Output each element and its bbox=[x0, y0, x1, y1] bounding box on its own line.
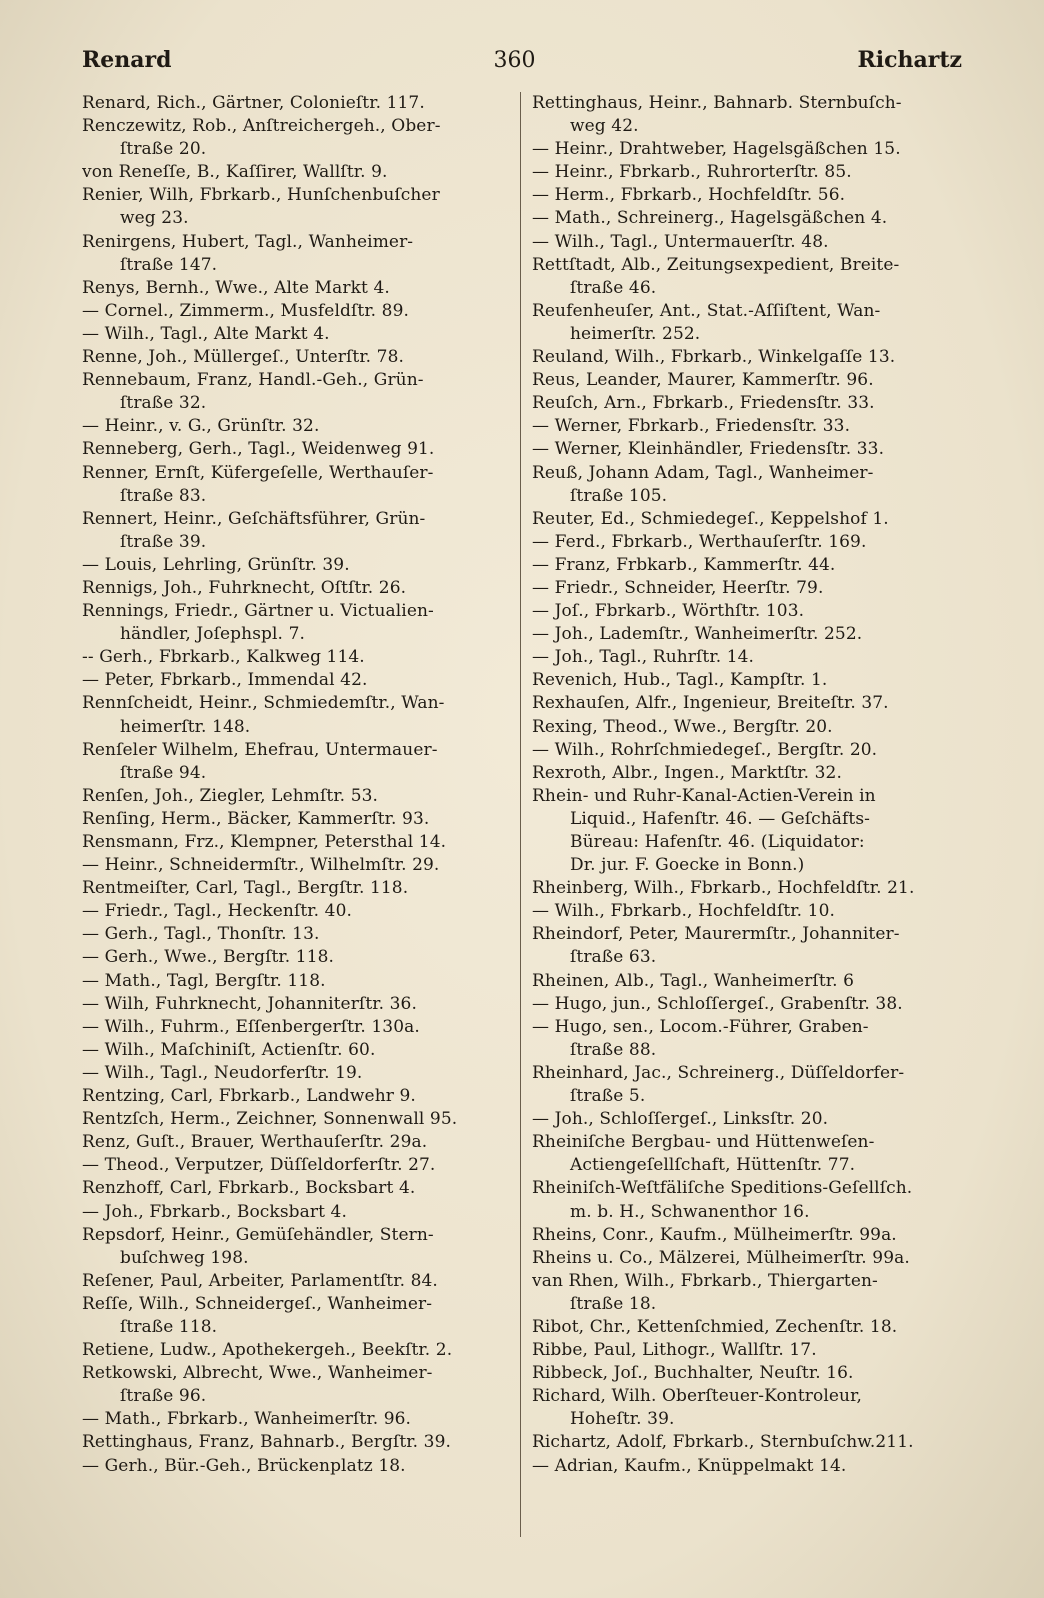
directory-entry bbox=[532, 600, 964, 623]
entry-continuation: heimerſtr. 252. bbox=[570, 323, 701, 344]
entry-continuation: ſtraße 105. bbox=[570, 485, 668, 506]
directory-entry bbox=[82, 900, 514, 923]
entry-line: — Wilh., Maſchiniſt, Actienſtr. 60. bbox=[82, 1039, 376, 1060]
entry-line: Renne, Joh., Müllergeſ., Unterſtr. 78. bbox=[82, 347, 405, 368]
entry-continuation: ſtraße 88. bbox=[570, 1039, 657, 1060]
directory-entry bbox=[82, 369, 514, 415]
directory-entry bbox=[82, 946, 514, 969]
directory-entry bbox=[82, 1016, 514, 1039]
entry-line: Renczewitz, Rob., Anſtreichergeh., Ober- bbox=[82, 116, 441, 137]
directory-entry bbox=[82, 669, 514, 692]
entry-line: — Wilh., Tagl., Untermauerſtr. 48. bbox=[532, 231, 829, 252]
directory-entry bbox=[532, 184, 964, 207]
directory-entry bbox=[532, 785, 964, 877]
directory-entry bbox=[82, 554, 514, 577]
directory-entry bbox=[532, 1108, 964, 1131]
entry-line: — Wilh., Rohrſchmiedegeſ., Bergſtr. 20. bbox=[532, 739, 878, 760]
directory-entry bbox=[82, 877, 514, 900]
entry-line: — Cornel., Zimmerm., Musfeldſtr. 89. bbox=[82, 300, 410, 321]
entry-line: — Math., Schreinerg., Hagelsgäßchen 4. bbox=[532, 208, 888, 229]
entry-line: Retkowski, Albrecht, Wwe., Wanheimer- bbox=[82, 1363, 433, 1384]
directory-entry bbox=[82, 739, 514, 785]
entry-line: Renſen, Joh., Ziegler, Lehmſtr. 53. bbox=[82, 785, 379, 806]
entry-line: Reuſch, Arn., Fbrkarb., Friedensſtr. 33. bbox=[532, 393, 875, 414]
entry-line: — Gerh., Bür.-Geh., Brückenplatz 18. bbox=[82, 1455, 406, 1476]
directory-entry bbox=[532, 1131, 964, 1177]
directory-entry bbox=[82, 1154, 514, 1177]
entry-continuation: heimerſtr. 148. bbox=[120, 716, 251, 737]
entry-line: Renſeler Wilhelm, Ehefrau, Untermauer- bbox=[82, 739, 438, 760]
entry-line: — Werner, Kleinhändler, Friedensſtr. 33. bbox=[532, 439, 885, 460]
entry-continuation: ſtraße 96. bbox=[120, 1386, 207, 1407]
directory-entry bbox=[532, 1270, 964, 1316]
directory-entry bbox=[532, 716, 964, 739]
directory-entry bbox=[532, 207, 964, 230]
directory-entry bbox=[532, 138, 964, 161]
entry-line: — Friedr., Tagl., Heckenſtr. 40. bbox=[82, 901, 353, 922]
directory-entry bbox=[532, 877, 964, 900]
directory-entry bbox=[82, 854, 514, 877]
entry-continuation: händler, Joſephspl. 7. bbox=[120, 624, 305, 645]
entry-line: — Hugo, sen., Locom.-Führer, Graben- bbox=[532, 1016, 869, 1037]
entry-line: — Werner, Fbrkarb., Friedensſtr. 33. bbox=[532, 416, 851, 437]
entry-continuation: ſtraße 46. bbox=[570, 277, 657, 298]
entry-line: Reuland, Wilh., Fbrkarb., Winkelgaſſe 13. bbox=[532, 347, 896, 368]
directory-entry bbox=[82, 831, 514, 854]
left-column bbox=[82, 92, 514, 1478]
directory-entry bbox=[82, 323, 514, 346]
entry-line: Rheindorf, Peter, Maurermſtr., Johanniter- bbox=[532, 924, 900, 945]
entry-line: — Louis, Lehrling, Grünſtr. 39. bbox=[82, 554, 350, 575]
directory-entry bbox=[82, 92, 514, 115]
directory-entry bbox=[532, 623, 964, 646]
entry-line: Reſener, Paul, Arbeiter, Parlamentſtr. 84. bbox=[82, 1270, 438, 1291]
directory-entry bbox=[532, 577, 964, 600]
directory-entry bbox=[532, 993, 964, 1016]
entry-line: Rhein- und Ruhr-Kanal-Actien-Verein in bbox=[532, 785, 876, 806]
entry-line: — Heinr., Fbrkarb., Ruhrorterſtr. 85. bbox=[532, 162, 852, 183]
directory-entry bbox=[82, 438, 514, 461]
entry-line: Rettinghaus, Franz, Bahnarb., Bergſtr. 39. bbox=[82, 1432, 451, 1453]
directory-entry bbox=[82, 1293, 514, 1339]
directory-entry bbox=[532, 1362, 964, 1385]
directory-entry bbox=[82, 415, 514, 438]
directory-entry bbox=[532, 1016, 964, 1062]
entry-line: — Herm., Fbrkarb., Hochfeldſtr. 56. bbox=[532, 185, 846, 206]
entry-continuation: m. b. H., Schwanenthor 16. bbox=[570, 1201, 810, 1222]
entry-line: Reus, Leander, Maurer, Kammerſtr. 96. bbox=[532, 370, 874, 391]
directory-entry bbox=[532, 92, 964, 138]
directory-entry bbox=[82, 231, 514, 277]
directory-entry bbox=[532, 646, 964, 669]
entry-line: — Joh., Schloſſergeſ., Linksſtr. 20. bbox=[532, 1109, 829, 1130]
directory-entry bbox=[82, 1201, 514, 1224]
right-column bbox=[532, 92, 964, 1478]
directory-entry bbox=[82, 161, 514, 184]
entry-line: Ribbeck, Joſ., Buchhalter, Neuſtr. 16. bbox=[532, 1363, 854, 1384]
directory-entry bbox=[82, 1108, 514, 1131]
directory-entry bbox=[532, 900, 964, 923]
directory-entry bbox=[532, 161, 964, 184]
entry-line: — Gerh., Tagl., Thonſtr. 13. bbox=[82, 924, 320, 945]
directory-entry bbox=[532, 1062, 964, 1108]
directory-entry bbox=[532, 415, 964, 438]
entry-line: Reuter, Ed., Schmiedegeſ., Keppelshof 1. bbox=[532, 508, 889, 529]
directory-entry bbox=[82, 1408, 514, 1431]
entry-continuation: ſtraße 118. bbox=[120, 1316, 218, 1337]
entry-line: — Wilh., Fuhrm., Eſſenbergerſtr. 130a. bbox=[82, 1016, 420, 1037]
entry-line: Rennſcheidt, Heinr., Schmiedemſtr., Wan- bbox=[82, 693, 445, 714]
entry-line: Rheiniſch-Weſtfäliſche Speditions-Geſellſch. bbox=[532, 1178, 913, 1199]
directory-entry bbox=[82, 785, 514, 808]
entry-line: Rexhauſen, Alfr., Ingenieur, Breiteſtr. 37. bbox=[532, 693, 889, 714]
directory-entry bbox=[82, 1177, 514, 1200]
entry-continuation: weg 23. bbox=[120, 208, 189, 229]
directory-entry bbox=[532, 462, 964, 508]
entry-line: Rentmeiſter, Carl, Tagl., Bergſtr. 118. bbox=[82, 878, 409, 899]
directory-entry bbox=[532, 1177, 964, 1223]
entry-line: Retiene, Ludw., Apothekergeh., Beekſtr. 2. bbox=[82, 1340, 453, 1361]
entry-line: — Wilh., Tagl., Alte Markt 4. bbox=[82, 323, 330, 344]
directory-entry bbox=[82, 1362, 514, 1408]
entry-line: — Theod., Verputzer, Düſſeldorferſtr. 27. bbox=[82, 1155, 436, 1176]
entry-line: Reuß, Johann Adam, Tagl., Wanheimer- bbox=[532, 462, 874, 483]
directory-entry bbox=[82, 1039, 514, 1062]
entry-line: — Adrian, Kaufm., Knüppelmakt 14. bbox=[532, 1455, 847, 1476]
directory-entry bbox=[82, 346, 514, 369]
entry-line: Renner, Ernſt, Küfergeſelle, Werthauſer- bbox=[82, 462, 434, 483]
directory-entry bbox=[532, 1455, 964, 1478]
entry-line: Renz, Guſt., Brauer, Werthauſerſtr. 29a. bbox=[82, 1132, 428, 1153]
entry-continuation: Liquid., Hafenſtr. 46. — Geſchäfts- bbox=[570, 808, 871, 829]
entry-line: Rheinhard, Jac., Schreinerg., Düſſeldorfer- bbox=[532, 1062, 905, 1083]
directory-entry bbox=[532, 1224, 964, 1247]
directory-entry bbox=[532, 1339, 964, 1362]
directory-entry bbox=[532, 231, 964, 254]
entry-continuation: ſtraße 39. bbox=[120, 531, 207, 552]
entry-continuation: Dr. jur. F. Goecke in Bonn.) bbox=[570, 855, 805, 876]
entry-continuation: Büreau: Hafenſtr. 46. (Liquidator: bbox=[570, 832, 865, 852]
entry-line: Richard, Wilh. Oberſteuer-Kontroleur, bbox=[532, 1386, 862, 1407]
page-header bbox=[82, 42, 962, 78]
directory-entry bbox=[532, 508, 964, 531]
directory-entry bbox=[532, 762, 964, 785]
directory-entry bbox=[532, 970, 964, 993]
entry-line: — Wilh., Fbrkarb., Hochfeldſtr. 10. bbox=[532, 901, 836, 922]
entry-line: Ribbe, Paul, Lithogr., Wallſtr. 17. bbox=[532, 1340, 817, 1361]
entry-line: — Friedr., Schneider, Heerſtr. 79. bbox=[532, 577, 824, 598]
directory-entry bbox=[82, 462, 514, 508]
entry-line: Rettſtadt, Alb., Zeitungsexpedient, Breite- bbox=[532, 254, 900, 275]
entry-line: Rheinberg, Wilh., Fbrkarb., Hochfeldſtr. 21. bbox=[532, 878, 915, 899]
directory-entry bbox=[532, 923, 964, 969]
directory-entry bbox=[532, 1385, 964, 1431]
directory-entry bbox=[532, 692, 964, 715]
entry-line: -- Gerh., Fbrkarb., Kalkweg 114. bbox=[82, 647, 365, 668]
entry-line: Rensmann, Frz., Klempner, Petersthal 14. bbox=[82, 832, 447, 852]
directory-entry bbox=[82, 1270, 514, 1293]
entry-line: Rexing, Theod., Wwe., Bergſtr. 20. bbox=[532, 716, 833, 737]
directory-entry bbox=[82, 577, 514, 600]
directory-entry bbox=[82, 646, 514, 669]
entry-line: — Heinr., Drahtweber, Hagelsgäßchen 15. bbox=[532, 139, 901, 160]
entry-line: Rexroth, Albr., Ingen., Marktſtr. 32. bbox=[532, 762, 842, 783]
entry-line: Reſſe, Wilh., Schneidergeſ., Wanheimer- bbox=[82, 1293, 433, 1314]
entry-line: Richartz, Adolf, Fbrkarb., Sternbuſchw.211. bbox=[532, 1432, 914, 1453]
entry-line: Renſing, Herm., Bäcker, Kammerſtr. 93. bbox=[82, 808, 430, 829]
directory-entry bbox=[82, 1085, 514, 1108]
header-left-keyword: Renard bbox=[82, 47, 172, 73]
directory-entry bbox=[532, 438, 964, 461]
directory-entry bbox=[82, 970, 514, 993]
entry-continuation: Hoheſtr. 39. bbox=[570, 1409, 675, 1430]
entry-line: — Math., Tagl, Bergſtr. 118. bbox=[82, 970, 326, 991]
entry-continuation: ſtraße 20. bbox=[120, 139, 207, 160]
entry-line: — Peter, Fbrkarb., Immendal 42. bbox=[82, 670, 368, 691]
entry-line: Rheins u. Co., Mälzerei, Mülheimerſtr. 99a. bbox=[532, 1247, 910, 1268]
entry-continuation: ſtraße 94. bbox=[120, 762, 207, 783]
entry-line: — Joh., Fbrkarb., Bocksbart 4. bbox=[82, 1201, 347, 1222]
entry-line: Rheiniſche Bergbau- und Hüttenweſen- bbox=[532, 1132, 875, 1153]
entry-continuation: buſchweg 198. bbox=[120, 1247, 249, 1268]
directory-entry bbox=[82, 277, 514, 300]
entry-line: — Hugo, jun., Schloſſergeſ., Grabenſtr. 38. bbox=[532, 993, 903, 1014]
directory-entry bbox=[82, 993, 514, 1016]
entry-line: Rentzing, Carl, Fbrkarb., Landwehr 9. bbox=[82, 1086, 416, 1107]
column-divider bbox=[520, 92, 521, 1537]
directory-entry bbox=[82, 508, 514, 554]
entry-line: — Joh., Lademſtr., Wanheimerſtr. 252. bbox=[532, 624, 863, 645]
entry-continuation: ſtraße 5. bbox=[570, 1086, 646, 1107]
directory-entry bbox=[82, 923, 514, 946]
entry-line: Renys, Bernh., Wwe., Alte Markt 4. bbox=[82, 277, 390, 298]
directory-entry bbox=[82, 692, 514, 738]
directory-entry bbox=[532, 300, 964, 346]
entry-line: van Rhen, Wilh., Fbrkarb., Thiergarten- bbox=[532, 1270, 878, 1291]
directory-entry bbox=[82, 1339, 514, 1362]
entry-continuation: weg 42. bbox=[570, 116, 639, 137]
directory-entry bbox=[82, 300, 514, 323]
entry-line: — Heinr., v. G., Grünſtr. 32. bbox=[82, 416, 320, 437]
directory-entry bbox=[532, 1316, 964, 1339]
entry-line: Renzhoff, Carl, Fbrkarb., Bocksbart 4. bbox=[82, 1178, 416, 1199]
entry-line: Renirgens, Hubert, Tagl., Wanheimer- bbox=[82, 231, 414, 252]
entry-line: von Reneſſe, B., Kaſſirer, Wallſtr. 9. bbox=[82, 162, 388, 183]
directory-entry bbox=[532, 554, 964, 577]
entry-line: — Joh., Tagl., Ruhrſtr. 14. bbox=[532, 647, 755, 668]
entry-line: Rheinen, Alb., Tagl., Wanheimerſtr. 6 bbox=[532, 970, 855, 991]
page-number: 360 bbox=[493, 47, 536, 73]
directory-entry bbox=[82, 115, 514, 161]
directory-entry bbox=[82, 1224, 514, 1270]
directory-entry bbox=[532, 346, 964, 369]
directory-entry bbox=[532, 254, 964, 300]
directory-entry bbox=[82, 184, 514, 230]
directory-entry bbox=[82, 600, 514, 646]
directory-entry bbox=[82, 1455, 514, 1478]
entry-line: Rennigs, Joh., Fuhrknecht, Oſtſtr. 26. bbox=[82, 577, 407, 598]
directory-entry bbox=[82, 1131, 514, 1154]
entry-line: Renier, Wilh, Fbrkarb., Hunſchenbuſcher bbox=[82, 185, 440, 206]
entry-continuation: ſtraße 18. bbox=[570, 1293, 657, 1314]
directory-entry bbox=[532, 1247, 964, 1270]
entry-line: Rentzſch, Herm., Zeichner, Sonnenwall 95. bbox=[82, 1109, 458, 1130]
entry-line: — Heinr., Schneidermſtr., Wilhelmſtr. 29. bbox=[82, 855, 440, 876]
entry-continuation: Actiengeſellſchaft, Hüttenſtr. 77. bbox=[570, 1155, 856, 1176]
header-right-keyword: Richartz bbox=[857, 47, 962, 73]
entry-line: — Franz, Frbkarb., Kammerſtr. 44. bbox=[532, 554, 836, 575]
entry-line: — Wilh., Tagl., Neudorferſtr. 19. bbox=[82, 1062, 363, 1083]
entry-continuation: ſtraße 83. bbox=[120, 485, 207, 506]
entry-continuation: ſtraße 147. bbox=[120, 254, 218, 275]
directory-entry bbox=[82, 808, 514, 831]
entry-line: — Math., Fbrkarb., Wanheimerſtr. 96. bbox=[82, 1409, 412, 1430]
directory-entry bbox=[532, 392, 964, 415]
entry-line: Renneberg, Gerh., Tagl., Weidenweg 91. bbox=[82, 439, 435, 460]
entry-line: — Joſ., Fbrkarb., Wörthſtr. 103. bbox=[532, 601, 805, 622]
directory-entry bbox=[532, 669, 964, 692]
directory-entry bbox=[82, 1062, 514, 1085]
entry-line: Rheins, Conr., Kaufm., Mülheimerſtr. 99a. bbox=[532, 1224, 897, 1245]
entry-line: Ribot, Chr., Kettenſchmied, Zechenſtr. 18. bbox=[532, 1316, 898, 1337]
directory-entry bbox=[532, 369, 964, 392]
directory-entry bbox=[82, 1431, 514, 1454]
directory-entry bbox=[532, 531, 964, 554]
entry-line: Rennebaum, Franz, Handl.-Geh., Grün- bbox=[82, 370, 424, 391]
entry-line: Renard, Rich., Gärtner, Colonieſtr. 117. bbox=[82, 93, 425, 113]
entry-line: Repsdorf, Heinr., Gemüſehändler, Stern- bbox=[82, 1224, 434, 1245]
entry-continuation: ſtraße 32. bbox=[120, 393, 207, 414]
entry-line: Rennings, Friedr., Gärtner u. Victualien- bbox=[82, 601, 434, 622]
entry-line: Rettinghaus, Heinr., Bahnarb. Sternbuſch- bbox=[532, 93, 902, 113]
entry-line: — Wilh, Fuhrknecht, Johanniterſtr. 36. bbox=[82, 993, 417, 1014]
entry-line: Revenich, Hub., Tagl., Kampſtr. 1. bbox=[532, 670, 828, 691]
entry-line: Reufenheuſer, Ant., Stat.-Aſſiſtent, Wan- bbox=[532, 300, 881, 321]
directory-entry bbox=[532, 739, 964, 762]
directory-entry bbox=[532, 1431, 964, 1454]
entry-line: — Ferd., Fbrkarb., Werthauſerſtr. 169. bbox=[532, 531, 867, 552]
entry-continuation: ſtraße 63. bbox=[570, 947, 657, 968]
entry-line: — Gerh., Wwe., Bergſtr. 118. bbox=[82, 947, 335, 968]
entry-line: Rennert, Heinr., Geſchäftsführer, Grün- bbox=[82, 508, 426, 529]
